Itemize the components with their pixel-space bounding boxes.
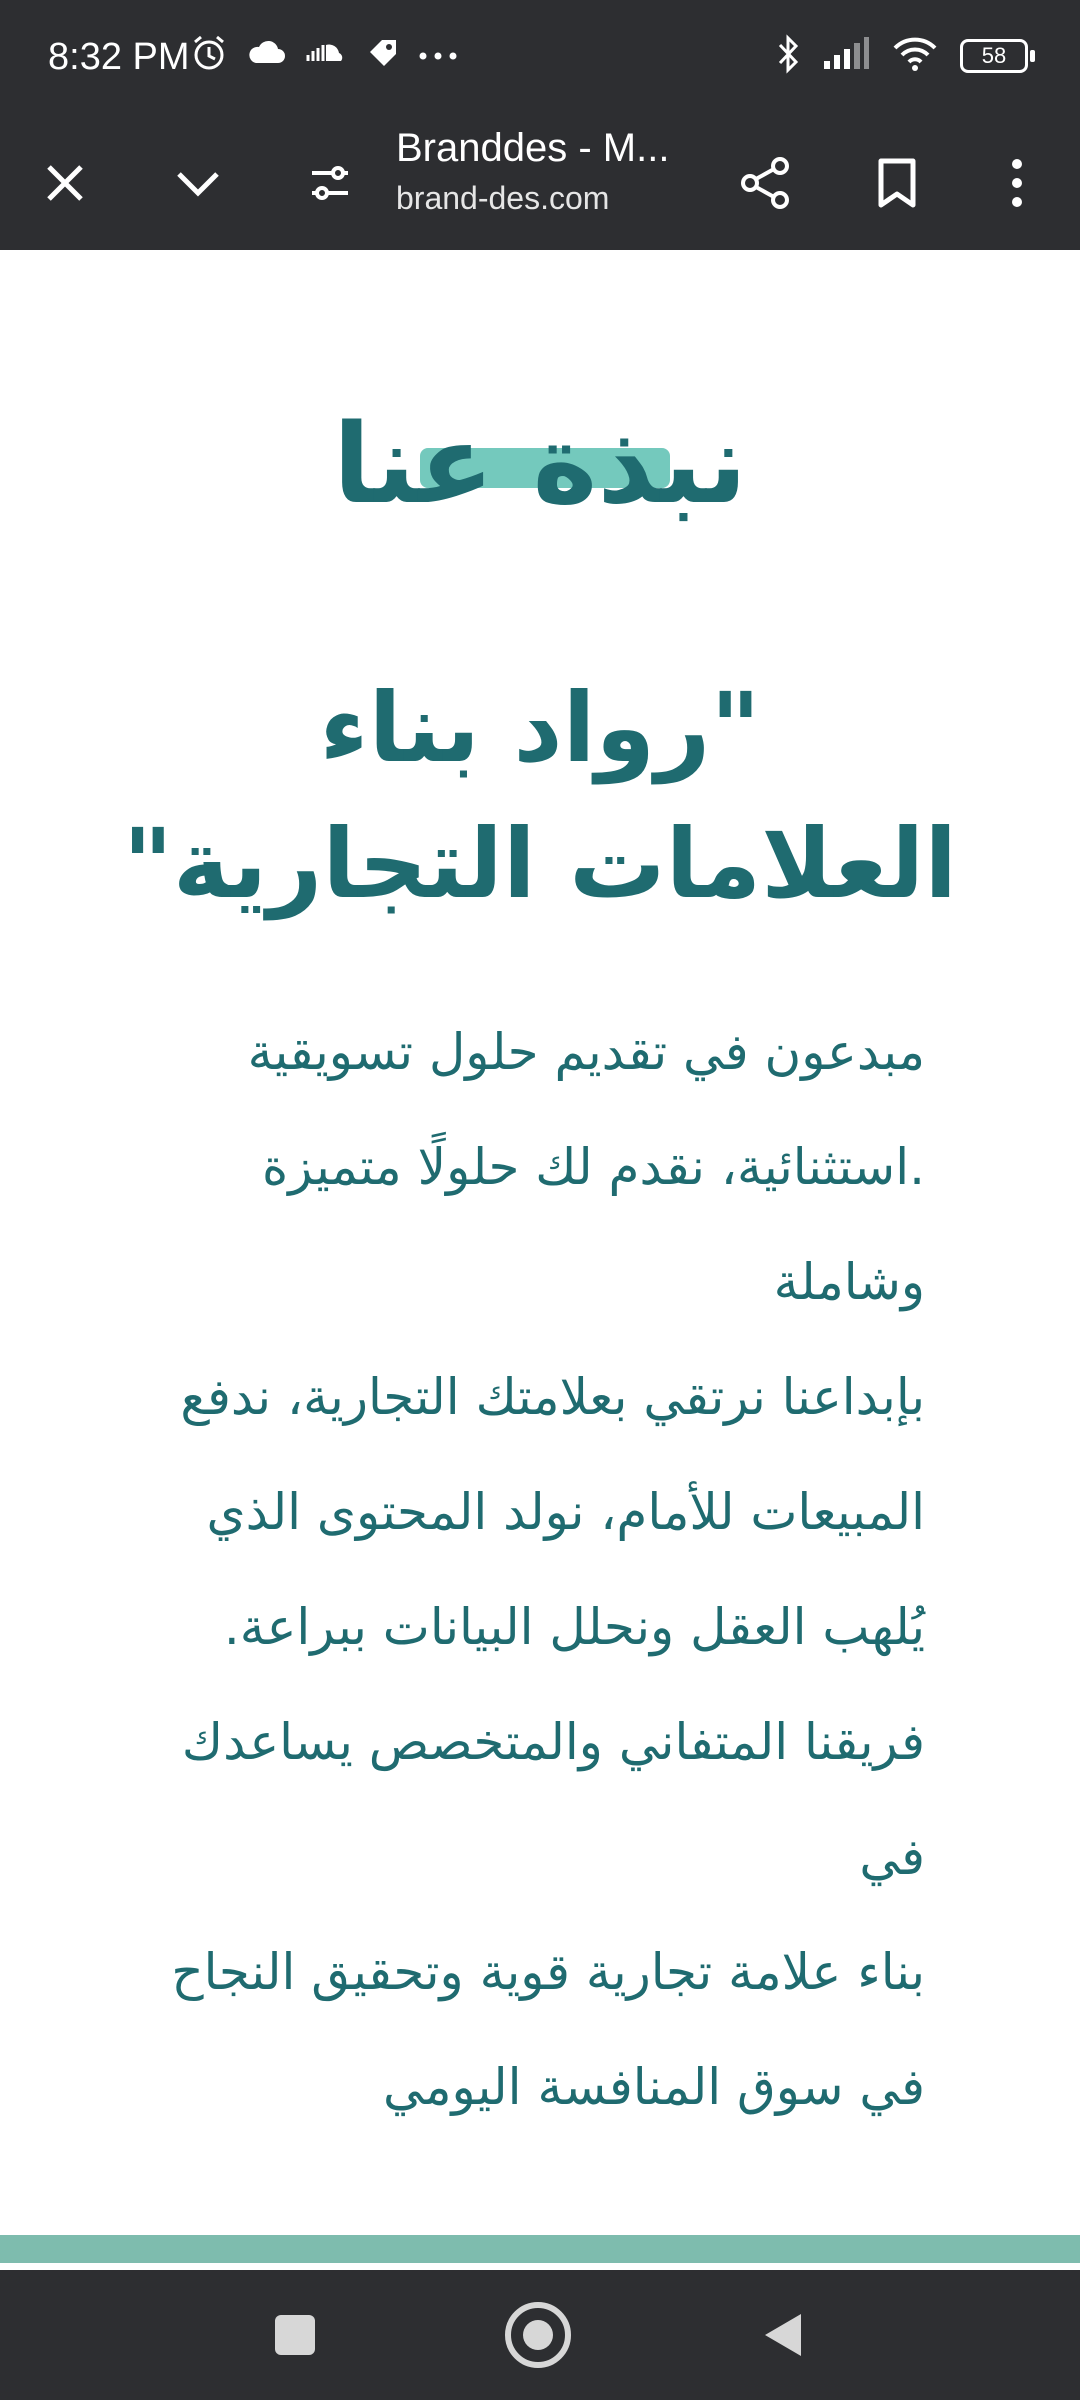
more-options-button[interactable]: [982, 150, 1052, 220]
cloud-icon: [246, 39, 286, 71]
back-triangle-icon: [761, 2310, 805, 2360]
paragraph-line: .استثنائية، نقدم لك حلولًا متميزة: [262, 1138, 925, 1196]
signal-icon: [822, 37, 870, 75]
more-vert-icon: [1011, 158, 1023, 212]
status-time: 8:32 PM: [48, 36, 190, 78]
page-heading: نبذة عنا: [332, 400, 748, 528]
heading-wrap: [0, 400, 1080, 528]
paragraph-line: بناء علامة تجارية قوية وتحقيق النجاح: [171, 1943, 925, 2001]
close-tab-button[interactable]: [30, 150, 100, 220]
back-button[interactable]: [761, 2310, 805, 2360]
chevron-down-icon: [175, 168, 221, 202]
status-bar: [0, 0, 1080, 120]
soundcloud-icon: [304, 39, 348, 71]
web-content: [0, 250, 1080, 2235]
minimize-button[interactable]: [163, 150, 233, 220]
share-button[interactable]: [730, 150, 800, 220]
status-left-icons: [190, 34, 458, 76]
wifi-icon: [892, 36, 938, 76]
tagline: "رواد بناء العلامات التجارية": [122, 672, 958, 920]
paragraph-line: يُلهب العقل ونحلل البيانات ببراعة.: [223, 1598, 925, 1656]
bluetooth-icon: [776, 34, 800, 78]
home-button[interactable]: [505, 2302, 571, 2368]
more-dots-icon: [418, 46, 458, 65]
about-paragraph: [140, 995, 925, 2145]
alarm-icon: [190, 34, 228, 76]
recents-button[interactable]: [275, 2315, 315, 2355]
paragraph-line: مبدعون في تقديم حلول تسويقية: [247, 1023, 925, 1081]
browser-toolbar: [0, 120, 1080, 250]
site-settings-button[interactable]: [295, 150, 365, 220]
close-icon: [44, 162, 86, 208]
page-title[interactable]: Branddes - M...: [396, 126, 670, 170]
battery-icon: 58: [960, 39, 1028, 73]
status-right-icons: [776, 34, 1028, 78]
tune-icon: [308, 163, 352, 207]
paragraph-line: فريقنا المتفاني والمتخصص يساعدك في: [181, 1713, 925, 1886]
bookmark-button[interactable]: [862, 150, 932, 220]
paragraph-line: وشاملة: [773, 1253, 925, 1311]
system-nav-bar: [0, 2270, 1080, 2400]
footer-decoration: [0, 2235, 1080, 2263]
page-url[interactable]: brand-des.com: [396, 180, 610, 216]
paragraph-line: في سوق المنافسة اليومي: [383, 2058, 925, 2116]
paragraph-line: المبيعات للأمام، نولد المحتوى الذي: [206, 1483, 925, 1541]
tag-icon: [366, 36, 400, 74]
share-icon: [740, 157, 790, 213]
bookmark-icon: [877, 158, 917, 212]
paragraph-line: بإبداعنا نرتقي بعلامتك التجارية، ندفع: [180, 1368, 925, 1426]
